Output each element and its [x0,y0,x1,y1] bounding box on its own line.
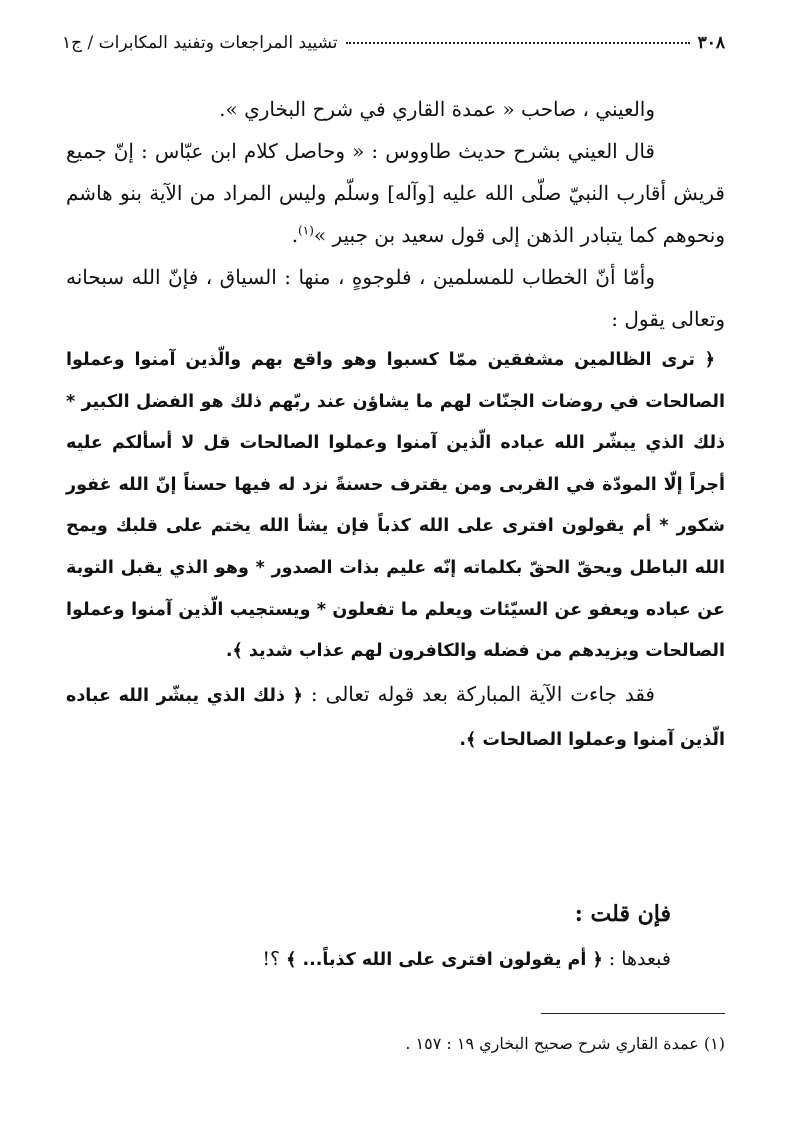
paragraph-3: وأمّا أنّ الخطاب للمسلمين ، فلوجوهٍ ، منها : السياق ، فإنّ الله سبحانه وتعالى يقول : [66,265,725,331]
running-header [62,28,725,58]
footnote: (١) عمدة القاري شرح صحيح البخاري ١٩ : ١٥٧ . [405,1034,725,1053]
question-lead: فبعدها : [608,948,671,970]
paragraph-4-verse: ﴿ ذلك الذي يبشّر الله عباده الّذين آمنوا وعملوا الصالحات ﴾. [66,685,725,751]
question-line [66,940,671,982]
footnote-ref: (١) [298,223,314,238]
question-end: ؟! [262,948,281,970]
paragraph-2-end: . [291,223,299,247]
paragraph-2-text: قال العيني بشرح حديث طاووس : « وحاصل كلام ابن عبّاس : إنّ جميع قريش أقارب النبيّ صلّى الله عليه [وآله] وسلّم وليس المراد من الآية بنو هاشم ونحوهم كما يتبادر الذهن إلى قول سعيد بن جبير » [66,139,725,247]
paragraph-4 [66,673,725,762]
paragraph-2 [66,130,725,256]
question-heading: فإن قلت : [574,901,671,927]
header-leader-dots [346,42,690,44]
book-title: تشييد المراجعات وتفنيد المكابرات / ج١ [62,33,338,53]
footnote-separator [541,1013,725,1014]
main-text [66,88,725,762]
page-number: ٣٠٨ [697,33,725,53]
paragraph-1: والعيني ، صاحب « عمدة القاري في شرح البخاري ». [219,97,655,121]
question-verse: ﴿ أم يقولون افترى على الله كذباً... ﴾ [286,950,603,970]
paragraph-4-text: فقد جاءت الآية المباركة بعد قوله تعالى : [310,681,655,706]
quran-verse-block: ﴿ ترى الظالمين مشفقين ممّا كسبوا وهو واقع بهم والّذين آمنوا وعملوا الصالحات في روضات الجنّات لهم ما يشاؤن عند ربّهم ذلك هو الفضل الكبير * ذلك الذي يبشّر الله عباده الّذين آمنوا وعملوا الصالحات قل لا أسألكم عليه أجراً إلّا المودّة في القربى ومن يقترف حسنةً نزد له فيها حسناً إنّ الله غفور شكور * أم يقولون افترى على الله كذباً فإن يشأ الله يختم على قلبك ويمح الله الباطل ويحقّ الحقّ بكلماته إنّه عليم بذات الصدور * وهو الذي يقبل التوبة عن عباده ويعفو عن السيّئات ويعلم ما تفعلون * ويستجيب الّذين آمنوا وعملوا الصالحات ويزيدهم من فضله والكافرون لهم عذاب شديد ﴾. [66,350,725,662]
